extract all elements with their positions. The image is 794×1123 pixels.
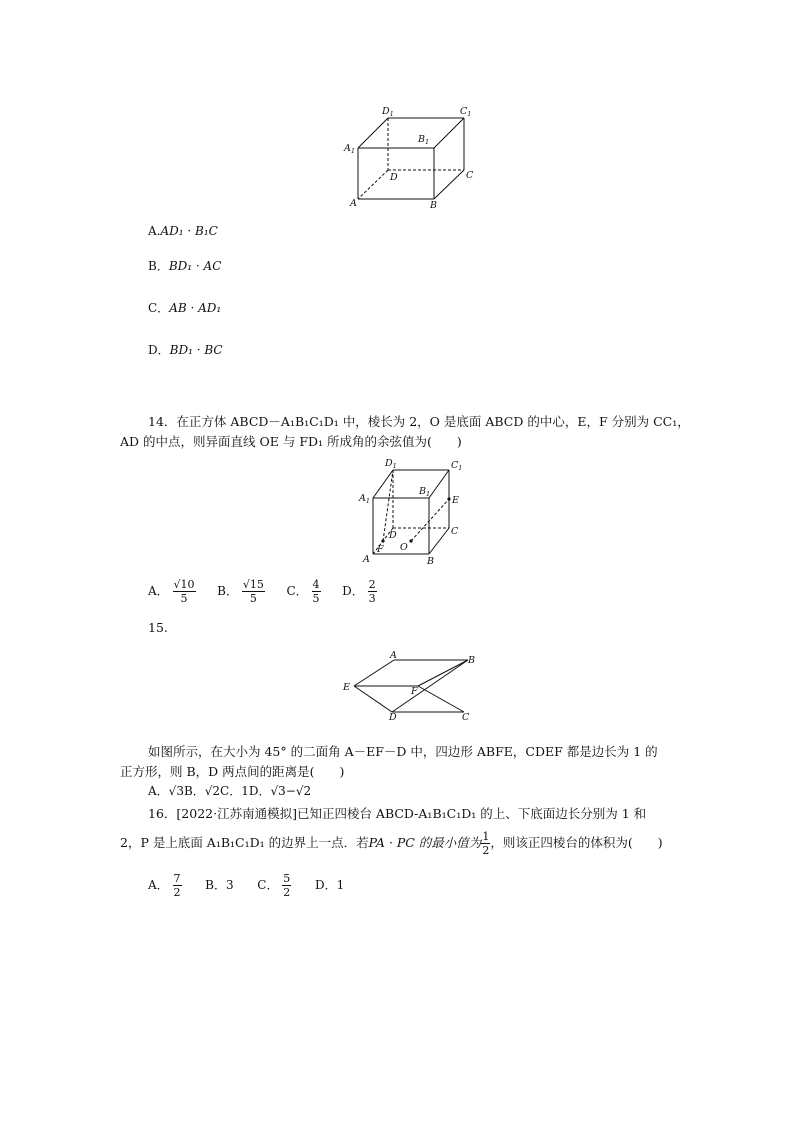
q16-min-fraction: $\frac{1}{2}$ [482,830,490,857]
q14-stem-line2: AD 的中点，则异面直线 OE 与 FD₁ 所成角的余弦值为( ) [120,434,462,449]
q13-option-d: D．BD₁ · BC [148,343,223,357]
label-F: F [411,686,418,697]
q16-stem-line2: 2，P 是上底面 A₁B₁C₁D₁ 的边界上一点．若PA · PC 的最小值为 $\frac{1}{2}$ ，则该正四棱台的体积为( ) [120,830,663,857]
q13-option-c: C．AB · AD₁ [148,301,222,315]
label-A1: $A_1$ [359,493,371,505]
q13-option-a: A.AD₁ · B₁C [148,224,218,238]
label-D: D [390,172,398,183]
q13-box-figure [340,104,480,214]
label-C: C [466,170,474,181]
q14-options: A． $\frac{√10}{5}$ B． $\frac{√15}{5}$ C． $\frac{4}{5}$ D． $\frac{2}{3}$ [148,578,376,605]
q14-option-c-fraction: $\frac{4}{5}$ [312,578,320,605]
q13-option-b: B．BD₁ · AC [148,259,222,273]
q15-options: A．√3B．√2C．1D．√3−√2 [148,784,312,798]
q16-option-c-fraction: $\frac{5}{2}$ [283,872,291,899]
q16-options: A． $\frac{7}{2}$ B．3 C． $\frac{5}{2}$ D．1 [148,872,345,899]
label-D1: $D_1$ [382,106,394,118]
q16-vector-expression: PA · PC 的最小值为 [368,835,482,850]
label-E: E [452,495,459,506]
label-B: B [468,655,475,666]
label-B: B [430,200,437,211]
q14-option-a-fraction: $\frac{√10}{5}$ [173,578,195,605]
q15-stem-line1: 如图所示，在大小为 45° 的二面角 A－EF－D 中，四边形 ABFE，CDEF 都是边长为 1 的 [148,744,658,759]
label-E: E [343,682,350,693]
label-O: O [400,542,408,553]
q15-dihedral-figure [338,648,486,724]
label-B: B [427,556,434,567]
q16-stem-line1: 16．[2022·江苏南通模拟]已知正四棱台 ABCD-A₁B₁C₁D₁ 的上、下底面边长分别为 1 和 [148,806,647,821]
label-C: C [451,526,459,537]
q14-option-b-fraction: $\frac{√15}{5}$ [242,578,264,605]
label-A: A [390,650,397,661]
q14-cube-figure [355,458,465,570]
q14-option-d-fraction: $\frac{2}{3}$ [368,578,376,605]
q16-option-a-fraction: $\frac{7}{2}$ [173,872,181,899]
label-B1: $B_1$ [419,486,431,498]
q15-number: 15. [148,620,168,635]
q14-stem-line1: 14．在正方体 ABCD－A₁B₁C₁D₁ 中，棱长为 2，O 是底面 ABCD 的中心，E，F 分别为 CC₁， [148,414,690,429]
label-A: A [363,554,370,565]
label-D: D [389,712,397,723]
label-C: C [462,712,470,723]
label-A1: $A_1$ [344,143,356,155]
label-B1: $B_1$ [418,134,430,146]
label-A: A [350,198,357,209]
label-C1: $C_1$ [460,106,472,118]
label-C1: $C_1$ [451,460,463,472]
label-D: D [389,530,397,541]
q15-stem-line2: 正方形，则 B，D 两点间的距离是( ) [120,764,345,779]
label-F: F [377,544,384,555]
label-D1: $D_1$ [385,458,397,470]
